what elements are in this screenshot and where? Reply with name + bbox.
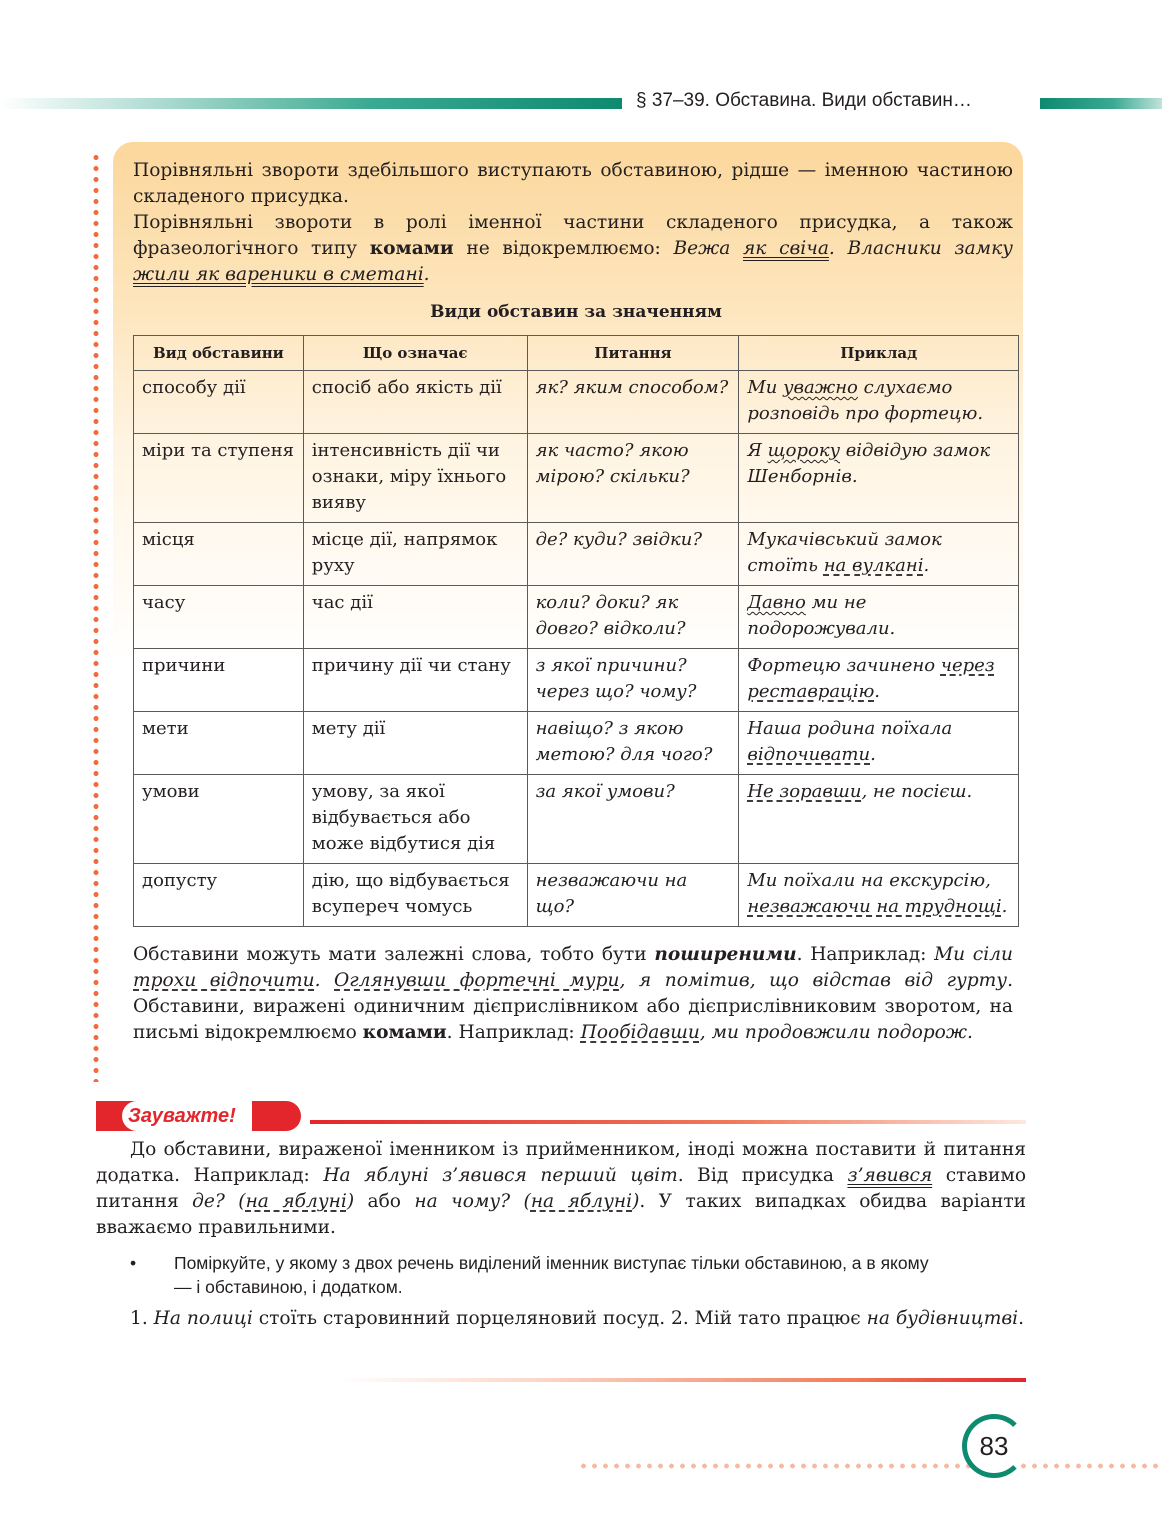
bold-term: комами (362, 1022, 447, 1043)
question-cell: як часто? якою мірою? скільки? (527, 434, 739, 523)
example-text: . (923, 555, 930, 576)
example-text: Фортецю зачинено (747, 655, 941, 676)
kind-cell: умови (134, 775, 304, 864)
highlighted-noun: На полиці (153, 1308, 253, 1329)
example-underlined: на яблуні (530, 1191, 633, 1212)
example-cell (739, 649, 1019, 712)
example-underlined: жили як вареники в сметані (133, 264, 424, 285)
table-row (134, 371, 1019, 434)
kind-cell: способу дії (134, 371, 304, 434)
question-text: ) (346, 1191, 355, 1212)
example-text: . (874, 681, 881, 702)
question-cell: коли? доки? як довго? відколи? (527, 586, 739, 649)
bullet-icon: • (130, 1253, 137, 1273)
note-text (96, 1137, 1026, 1241)
meaning-cell: місце дії, напрямок руху (303, 523, 527, 586)
example-text: Наша родина поїхала (747, 718, 953, 739)
column-header: Вид обставини (134, 336, 304, 371)
meaning-cell: час дії (303, 586, 527, 649)
kind-cell: мети (134, 712, 304, 775)
example-text: слухаємо розповідь про фортецю. (747, 377, 984, 424)
example-underlined: з’явився (847, 1165, 933, 1186)
kind-cell: причини (134, 649, 304, 712)
bold-term: поширеними (654, 944, 797, 965)
example-text: Ми сіли (934, 944, 1013, 965)
text-span: . Наприклад: (446, 1022, 581, 1043)
example-text: Я (747, 440, 768, 461)
meaning-cell: умову, за якої відбувається або може відбутися дія (303, 775, 527, 864)
example-underlined: на яблуні (245, 1191, 347, 1212)
example-text: . (1001, 896, 1008, 917)
rule-text (133, 158, 1013, 288)
margin-dotted-line (93, 152, 99, 1082)
text-span: Порівняльні звороти в ролі іменної частини складеного присудка, а також фразеологічного типу (133, 212, 1013, 259)
example-text: Ми поїхали на екскурсію, (747, 870, 991, 891)
text-span: стоїть старовинний порцеляновий посуд. 2. Мій тато працює (252, 1308, 867, 1329)
table-row (134, 712, 1019, 775)
example-cell (739, 775, 1019, 864)
question-cell: незважаючи на що? (527, 864, 739, 927)
running-header-title: § 37–39. Обставина. Види обставин… (636, 90, 972, 111)
table-row (134, 775, 1019, 864)
example-cell (739, 371, 1019, 434)
meaning-cell: дію, що відбувається всупереч чомусь (303, 864, 527, 927)
text-span: Обставини, виражені одиничним дієприслівником або дієприслівниковим зворотом, на письмі відокремлюємо (133, 996, 1013, 1043)
example-cell (739, 712, 1019, 775)
bottom-divider (336, 1378, 1026, 1382)
example-text: , не посієш. (861, 781, 973, 802)
question-cell: за якої умови? (527, 775, 739, 864)
sentences-paragraph (96, 1306, 1026, 1332)
after-paragraph (133, 942, 1013, 1046)
example-underlined: уважно (783, 377, 858, 398)
kind-cell: місця (134, 523, 304, 586)
example-cell (739, 586, 1019, 649)
table-row (134, 523, 1019, 586)
example-underlined: Давно (747, 592, 806, 613)
example-underlined: Оглянувши фортечні мури (334, 970, 620, 991)
table-caption: Види обставин за значенням (430, 302, 722, 322)
example-underlined: Пообідавши (580, 1022, 700, 1043)
bold-term: комами (369, 238, 454, 259)
example-underlined: трохи відпочити (133, 970, 315, 991)
footer-dotted-line (578, 1463, 1162, 1469)
text-span: До обставини, вираженої іменником із прийменником, іноді можна поставити й питання додатка. Наприклад: (96, 1139, 1026, 1186)
text-span: не відокремлюємо: (453, 238, 674, 259)
table-row (134, 586, 1019, 649)
example-underlined: як свіча (743, 238, 829, 259)
example-underlined: відпочивати (747, 744, 871, 765)
highlighted-noun: на будівництві (866, 1308, 1019, 1329)
text-span: . (1018, 1308, 1025, 1329)
example-text: Мукачівський замок стоїть (747, 529, 942, 576)
meaning-cell: причину дії чи стану (303, 649, 527, 712)
kind-cell: міри та ступеня (134, 434, 304, 523)
example-cell (739, 864, 1019, 927)
example-text: . (314, 970, 335, 991)
meaning-cell: мету дії (303, 712, 527, 775)
column-header: Приклад (739, 336, 1019, 371)
note-label: Зауважте! (128, 1105, 236, 1127)
table-row (134, 649, 1019, 712)
example-text: Вежа (673, 238, 743, 259)
example-text: . (423, 264, 430, 285)
example-underlined: незважаючи на труднощі (747, 896, 1002, 917)
example-underlined: через реставрацію (747, 655, 995, 702)
text-span: ставимо питання (96, 1165, 1027, 1212)
after-table-text (133, 942, 1013, 1046)
example-underlined: Не зоравши (747, 781, 862, 802)
kind-cell: часу (134, 586, 304, 649)
example-cell (739, 523, 1019, 586)
question-cell: навіщо? з якою метою? для чого? (527, 712, 739, 775)
example-text: відвідую замок Шенборнів. (747, 440, 991, 487)
table-header-row (134, 336, 1019, 371)
page-number: 83 (979, 1431, 1009, 1461)
text-span: або (354, 1191, 415, 1212)
example-text: Ми (747, 377, 784, 398)
example-cell (739, 434, 1019, 523)
example-text: , я помітив, що відстав від гурту. (619, 970, 1013, 991)
example-text: ми не подорожували. (747, 592, 896, 639)
example-underlined: щороку (767, 440, 841, 461)
kind-cell: допусту (134, 864, 304, 927)
rule-paragraph-1: Порівняльні звороти здебільшого виступають обставиною, рідше — іменною частиною складеного присудка. (133, 160, 1013, 207)
header-decor-bar-right (1040, 98, 1162, 109)
example-text: , ми продовжили подорож. (699, 1022, 973, 1043)
question-text: на чому? ( (414, 1191, 531, 1212)
adverbial-kinds-table (133, 335, 1019, 927)
question-cell: з якої причини? через що? чому? (527, 649, 739, 712)
column-header: Що означає (303, 336, 527, 371)
example-text: . Власники замку (828, 238, 1013, 259)
text-span: Обставини можуть мати залежні слова, тобто бути (133, 944, 655, 965)
question-text: ) (632, 1191, 640, 1212)
example-text: На яблуні з’явився перший цвіт (323, 1165, 678, 1186)
meaning-cell: інтенсивність дії чи ознаки, міру їхнього вияву (303, 434, 527, 523)
task-text: Поміркуйте, у якому з двох речень виділений іменник виступає тільки обставиною, а в якому — і обставиною, і додатком. (174, 1253, 929, 1297)
rule-paragraph-2 (133, 210, 1013, 288)
example-text: . (870, 744, 876, 765)
meaning-cell: спосіб або якість дії (303, 371, 527, 434)
question-cell: як? яким способом? (527, 371, 739, 434)
note-divider (310, 1120, 1026, 1124)
exercise-sentences (96, 1306, 1026, 1332)
table-row (134, 434, 1019, 523)
table-row (134, 864, 1019, 927)
text-span: . Наприклад: (796, 944, 935, 965)
text-span: 1. (130, 1308, 154, 1329)
question-cell: де? куди? звідки? (527, 523, 739, 586)
column-header: Питання (527, 336, 739, 371)
note-paragraph (96, 1137, 1026, 1241)
example-underlined: на вулкані (823, 555, 924, 576)
header-decor-bar-left (0, 98, 622, 109)
text-span: . Від присудка (677, 1165, 848, 1186)
text-span: . У таких випадках обидва варіанти вважаємо правильними. (96, 1191, 1027, 1238)
question-text: де? ( (192, 1191, 246, 1212)
